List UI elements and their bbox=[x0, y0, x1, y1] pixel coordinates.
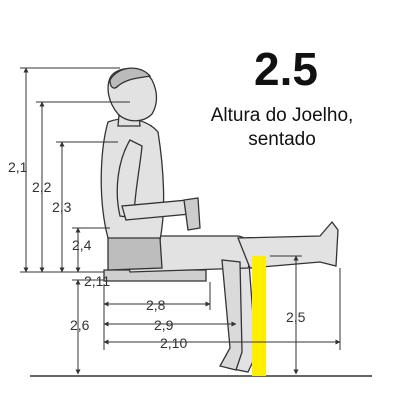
label-2-5: 2,5 bbox=[286, 309, 306, 325]
label-2-4: 2,4 bbox=[72, 237, 92, 253]
dimension-code: 2.5 bbox=[254, 43, 318, 95]
dimension-title-line2: sentado bbox=[248, 129, 316, 150]
label-2-8: 2,8 bbox=[146, 297, 166, 313]
label-2-9: 2,9 bbox=[154, 317, 174, 333]
label-2-2: 2,2 bbox=[32, 179, 52, 195]
label-2-10: 2,10 bbox=[160, 335, 188, 351]
label-2-1: 2,1 bbox=[8, 159, 28, 175]
label-2-11: 2,11 bbox=[84, 273, 111, 289]
label-2-3: 2,3 bbox=[52, 199, 72, 215]
knee-height-highlight bbox=[252, 256, 266, 376]
dimension-title-line1: Altura do Joelho, bbox=[210, 105, 354, 126]
label-2-6: 2,6 bbox=[70, 317, 90, 333]
dimension-title bbox=[192, 104, 372, 152]
